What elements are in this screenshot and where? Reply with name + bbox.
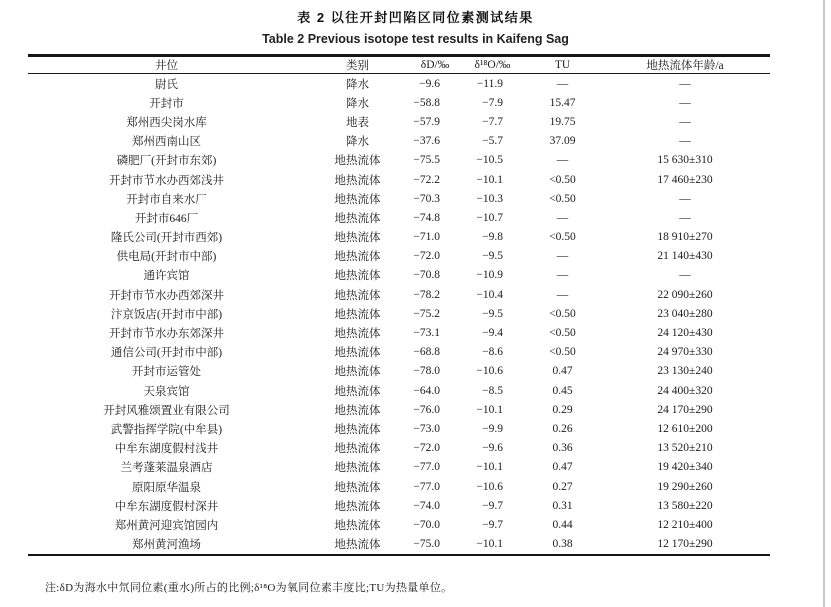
table-cell: −11.9 <box>476 77 503 90</box>
table-cell: 降水 <box>346 136 369 149</box>
table-row <box>28 285 770 304</box>
table-row <box>28 266 770 285</box>
table-row <box>28 247 770 266</box>
table-cell: −10.1 <box>476 461 503 474</box>
table-cell: −10.6 <box>476 480 503 493</box>
table-cell: 0.38 <box>552 538 573 551</box>
table-title-chinese: 表 2 以往开封凹陷区同位素测试结果 <box>297 10 534 25</box>
table-cell: −58.8 <box>413 96 440 109</box>
table-cell: 隆氏公司(开封市西郊) <box>110 232 223 245</box>
table-cell: −9.7 <box>482 518 503 531</box>
table-cell: 0.47 <box>552 365 573 378</box>
table-cell: 13 520±210 <box>657 442 713 455</box>
table-cell: −70.3 <box>413 192 440 205</box>
table-cell: −9.8 <box>482 231 503 244</box>
table-cell: −78.0 <box>413 365 440 378</box>
table-cell: 12 170±290 <box>657 538 713 551</box>
table-cell: 0.44 <box>552 518 573 531</box>
table-cell: 15 630±310 <box>657 154 713 167</box>
table-cell: — <box>679 269 691 282</box>
column-header-3: δ¹⁸O/‰ <box>474 59 511 71</box>
table-cell: −78.2 <box>413 288 440 301</box>
table-cell: 18 910±270 <box>657 231 713 244</box>
table-cell: −70.0 <box>413 518 440 531</box>
table-row <box>28 74 770 94</box>
table-row <box>28 439 770 458</box>
table-cell: −5.7 <box>482 135 503 148</box>
table-cell: 地热流体 <box>334 366 381 379</box>
table-cell: −9.6 <box>482 442 503 455</box>
table-cell: 地表 <box>346 116 369 129</box>
table-cell: 地热流体 <box>334 328 381 341</box>
table-cell: −72.0 <box>413 250 440 263</box>
table-cell: 天泉宾馆 <box>143 385 190 398</box>
table-cell: 0.45 <box>552 384 573 397</box>
table-cell: 郑州黄河渔场 <box>132 539 201 552</box>
table-cell: 12 610±200 <box>657 422 713 435</box>
table-cell: 开封市自来水厂 <box>126 193 207 206</box>
table-row <box>28 343 770 362</box>
table-row <box>28 496 770 515</box>
table-cell: — <box>556 211 569 224</box>
table-cell: −64.0 <box>413 384 440 397</box>
table-cell: 地热流体 <box>334 212 381 225</box>
table-cell: 地热流体 <box>334 519 381 532</box>
table-cell: 0.27 <box>552 480 573 493</box>
table-cell: 开封市运管处 <box>132 366 201 379</box>
table-cell: −10.1 <box>476 538 503 551</box>
table-header-row <box>28 56 770 74</box>
table-cell: 降水 <box>346 78 369 91</box>
table-cell: — <box>556 154 569 167</box>
table-row <box>28 170 770 189</box>
table-row <box>28 515 770 534</box>
table-row <box>28 323 770 342</box>
table-cell: 地热流体 <box>334 289 381 302</box>
table-cell: 23 130±240 <box>657 365 713 378</box>
table-cell: −8.6 <box>482 346 503 359</box>
table-cell: 地热流体 <box>334 251 381 264</box>
table-cell: −10.4 <box>476 288 503 301</box>
table-cell: 武警指挥学院(中牟县) <box>110 423 223 436</box>
table-cell: −9.6 <box>419 77 440 90</box>
table-cell: −10.6 <box>476 365 503 378</box>
table-cell: 23 040±280 <box>657 307 713 320</box>
table-cell: −9.7 <box>482 499 503 512</box>
table-cell: 降水 <box>346 97 369 110</box>
table-cell: −37.6 <box>413 135 440 148</box>
column-header-1: 类别 <box>346 60 369 72</box>
table-cell: −76.0 <box>413 403 440 416</box>
table-row <box>28 477 770 496</box>
table-cell: 中牟东湖度假村浅井 <box>114 443 219 456</box>
table-row <box>28 362 770 381</box>
table-cell: −74.8 <box>413 211 440 224</box>
table-cell: −9.5 <box>482 307 503 320</box>
table-cell: 中牟东湖度假村深井 <box>114 500 219 513</box>
table-cell: −75.2 <box>413 307 440 320</box>
table-cell: 地热流体 <box>334 462 381 475</box>
table-row <box>28 304 770 323</box>
table-cell: 24 170±290 <box>657 403 713 416</box>
table-cell: 13 580±220 <box>657 499 713 512</box>
table-cell: 通信公司(开封市中部) <box>110 347 223 360</box>
table-cell: <0.50 <box>549 231 576 244</box>
table-row <box>28 400 770 419</box>
table-cell: — <box>556 77 569 90</box>
table-cell: 地热流体 <box>334 174 381 187</box>
table-cell: −7.7 <box>482 115 503 128</box>
table-cell: — <box>679 192 691 205</box>
table-cell: −10.3 <box>476 192 503 205</box>
table-cell: 19.75 <box>549 115 576 128</box>
table-cell: 磷肥厂(开封市东郊) <box>116 155 217 168</box>
table-row <box>28 535 770 555</box>
table-cell: 地热流体 <box>334 308 381 321</box>
table-cell: 19 420±340 <box>657 461 713 474</box>
table-cell: — <box>556 269 569 282</box>
column-header-4: TU <box>554 59 571 71</box>
table-cell: −73.1 <box>413 327 440 340</box>
table-cell: −10.1 <box>476 173 503 186</box>
table-cell: 地热流体 <box>334 232 381 245</box>
table-cell: 地热流体 <box>334 270 381 283</box>
table-cell: −9.5 <box>482 250 503 263</box>
table-cell: 尉氏 <box>155 78 178 91</box>
table-cell: −75.5 <box>413 154 440 167</box>
table-cell: 开封市 <box>149 97 184 110</box>
table-cell: −77.0 <box>413 480 440 493</box>
table-cell: — <box>679 135 691 148</box>
table-cell: −7.9 <box>482 96 503 109</box>
table-row <box>28 189 770 208</box>
table-cell: 21 140±430 <box>657 250 713 263</box>
table-cell: — <box>679 115 691 128</box>
table-cell: 12 210±400 <box>657 518 713 531</box>
table-cell: 地热流体 <box>334 193 381 206</box>
table-cell: −57.9 <box>413 115 440 128</box>
table-cell: 地热流体 <box>334 500 381 513</box>
table-cell: 17 460±230 <box>657 173 713 186</box>
table-cell: −72.0 <box>413 442 440 455</box>
table-cell: 开封风雅颂置业有限公司 <box>103 404 230 417</box>
table-cell: −10.9 <box>476 269 503 282</box>
table-cell: <0.50 <box>549 307 576 320</box>
table-cell: — <box>679 96 691 109</box>
table-cell: 郑州黄河迎宾馆园内 <box>114 519 219 532</box>
table-cell: 地热流体 <box>334 347 381 360</box>
table-cell: 地热流体 <box>334 385 381 398</box>
table-cell: −8.5 <box>482 384 503 397</box>
table-cell: <0.50 <box>549 327 576 340</box>
table-cell: −10.1 <box>476 403 503 416</box>
table-cell: −74.0 <box>413 499 440 512</box>
table-cell: <0.50 <box>549 173 576 186</box>
column-header-5: 地热流体年龄/a <box>646 60 724 72</box>
table-cell: 地热流体 <box>334 404 381 417</box>
table-row <box>28 458 770 477</box>
table-cell: 开封市节水办西郊浅井 <box>109 174 224 187</box>
isotope-results-table <box>28 54 770 556</box>
table-cell: −75.0 <box>413 538 440 551</box>
table-cell: 0.31 <box>552 499 573 512</box>
table-cell: <0.50 <box>549 346 576 359</box>
table-title-english: Table 2 Previous isotope test results in Kaifeng Sag <box>262 32 569 46</box>
table-cell: 郑州西南山区 <box>132 136 201 149</box>
table-cell: 37.09 <box>549 135 576 148</box>
table-cell: 地热流体 <box>334 539 381 552</box>
table-cell: 供电局(开封市中部) <box>116 251 217 264</box>
table-row <box>28 93 770 112</box>
table-cell: −70.8 <box>413 269 440 282</box>
table-cell: −71.0 <box>413 231 440 244</box>
column-header-0: 井位 <box>155 60 178 72</box>
table-cell: −68.8 <box>413 346 440 359</box>
table-cell: 24 400±320 <box>657 384 713 397</box>
table-row <box>28 151 770 170</box>
table-row <box>28 228 770 247</box>
table-cell: −9.4 <box>482 327 503 340</box>
table-cell: 0.29 <box>552 403 573 416</box>
table-cell: −73.0 <box>413 422 440 435</box>
table-cell: 地热流体 <box>334 481 381 494</box>
table-cell: 0.47 <box>552 461 573 474</box>
table-row <box>28 419 770 438</box>
table-row <box>28 381 770 400</box>
table-row <box>28 112 770 131</box>
table-row <box>28 208 770 227</box>
table-cell: −72.2 <box>413 173 440 186</box>
table-cell: 地热流体 <box>334 443 381 456</box>
table-cell: <0.50 <box>549 192 576 205</box>
table-cell: 兰考蓬莱温泉酒店 <box>120 462 213 475</box>
table-cell: 0.36 <box>552 442 573 455</box>
table-cell: — <box>679 77 691 90</box>
table-cell: 原阳原华温泉 <box>132 481 201 494</box>
table-cell: 24 970±330 <box>657 346 713 359</box>
table-cell: −77.0 <box>413 461 440 474</box>
table-footnote: 注:δD为海水中氘同位素(重水)所占的比例;δ¹⁸O为氧同位素丰度比;TU为热量单位。 <box>45 581 453 594</box>
table-cell: −10.7 <box>476 211 503 224</box>
table-cell: 地热流体 <box>334 155 381 168</box>
table-cell: — <box>556 250 569 263</box>
table-cell: 汴京饭店(开封市中部) <box>110 308 223 321</box>
table-cell: 0.26 <box>552 422 573 435</box>
table-cell: — <box>556 288 569 301</box>
page-edge-line <box>823 0 825 607</box>
table-cell: 地热流体 <box>334 423 381 436</box>
table-cell: 19 290±260 <box>657 480 713 493</box>
table-cell: 开封市646厂 <box>134 212 199 225</box>
table-cell: — <box>679 211 691 224</box>
table-cell: 22 090±260 <box>657 288 713 301</box>
table-cell: 15.47 <box>549 96 576 109</box>
table-row <box>28 132 770 151</box>
column-header-2: δD/‰ <box>420 59 450 71</box>
table-cell: −10.5 <box>476 154 503 167</box>
table-cell: −9.9 <box>482 422 503 435</box>
table-cell: 郑州西尖岗水库 <box>126 116 207 129</box>
table-cell: 通许宾馆 <box>143 270 190 283</box>
table-cell: 24 120±430 <box>657 327 713 340</box>
table-cell: 开封市节水办西郊深井 <box>109 289 224 302</box>
table-cell: 开封市节水办东郊深井 <box>109 328 224 341</box>
